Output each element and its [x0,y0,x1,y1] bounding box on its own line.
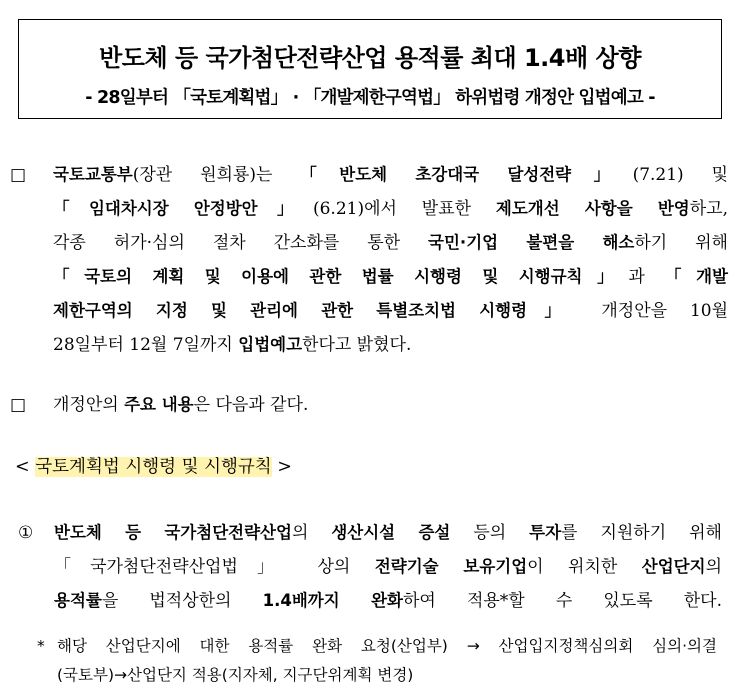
emphasis-text: 전략기술 보유기업 [374,557,528,576]
emphasis-text: 주요 내용 [124,395,194,414]
text-span: 개정안을 10월 [578,301,728,321]
section-label-highlighted: 국토계획법 시행령 및 시행규칙 [35,457,272,477]
paragraph-line [53,192,728,226]
checkbox-bullet-icon: □ [10,165,27,185]
paragraph-line [53,158,728,192]
text-span: 은 다음과 같다. [193,395,309,415]
bracket-close: > [271,457,292,477]
section-heading [15,452,292,482]
bracket-open: < [15,457,36,477]
text-span: (6.21)에서 발표한 [312,199,496,219]
paragraph-line [53,388,728,422]
text-span: 「국가첨단전략산업법」 상의 [54,557,375,577]
emphasis-text: 반도체 등 국가첨단전략산업 [54,523,292,542]
asterisk-icon: * [37,637,45,655]
text-span: 이 위치한 [527,557,642,577]
item-line [54,550,722,584]
emphasis-text: 투자 [529,523,562,542]
text-span: 의 [291,523,332,543]
text-span: (7.21) 및 [632,165,728,185]
text-span: 과 [628,267,665,287]
text-span: 28일부터 12월 7일까지 [53,335,239,355]
emphasis-text: 제도개선 사항을 반영 [495,199,690,218]
text-span: 을 법적상한의 [101,591,263,611]
emphasis-text: 생산시설 증설 [331,523,451,542]
ministry-name: 국토교통부 [53,165,133,184]
circled-number-one-icon: ① [18,523,34,543]
text-span: (장관 원희룡)는 [132,165,301,185]
paragraph-line [53,260,728,294]
emphasis-text: 국민·기업 불편을 해소 [428,233,635,252]
footnote-line: (국토부)→산업단지 적용(지자체, 지구단위계획 변경) [57,666,414,684]
law-name: 제한구역의 지정 및 관리에 관한 특별조치법 시행령」 [53,301,579,320]
emphasis-text: 입법예고 [238,335,303,354]
plan-name: 「임대차시장 안정방안」 [53,199,313,218]
text-span: 등의 [450,523,530,543]
paragraph-line [53,328,728,362]
emphasis-text: 산업단지 [641,557,706,576]
text-span: 하여 적용*할 수 있도록 한다. [402,591,722,611]
strategy-name: 「반도체 초강대국 달성전략」 [300,165,633,184]
text-span: 각종 허가·심의 절차 간소화를 통한 [53,233,429,253]
text-span: 하고, [689,199,728,219]
footnote-line: 해당 산업단지에 대한 용적률 완화 요청(산업부) → 산업입지정책심의회 심의·의결 [57,637,717,655]
text-span: 를 지원하기 위해 [561,523,722,543]
law-name: 「국토의 계획 및 이용에 관한 법률 시행령 및 시행규칙」 [53,267,629,286]
paragraph-line [53,226,728,260]
paragraph-line [53,294,728,328]
law-name: 「개발 [664,267,728,286]
text-span: 의 [705,557,722,577]
text-span: 하기 위해 [634,233,728,253]
text-span: 의 [102,395,125,415]
document-title: 반도체 등 국가첨단전략산업 용적률 최대 1.4배 상향 [99,44,641,72]
checkbox-bullet-icon: □ [10,395,27,415]
item-line [54,584,722,618]
document-subtitle: - 28일부터 「국토계획법」 · 「개발제한구역법」 하위법령 개정안 입법예고 - [85,88,655,108]
emphasis-text: 1.4배까지 완화 [262,591,403,610]
item-line [54,516,722,550]
text-span: 한다고 밝혔다. [302,335,412,355]
title-box [18,19,722,119]
text-span: 개정안 [53,395,103,415]
emphasis-text: 용적률 [54,591,102,610]
